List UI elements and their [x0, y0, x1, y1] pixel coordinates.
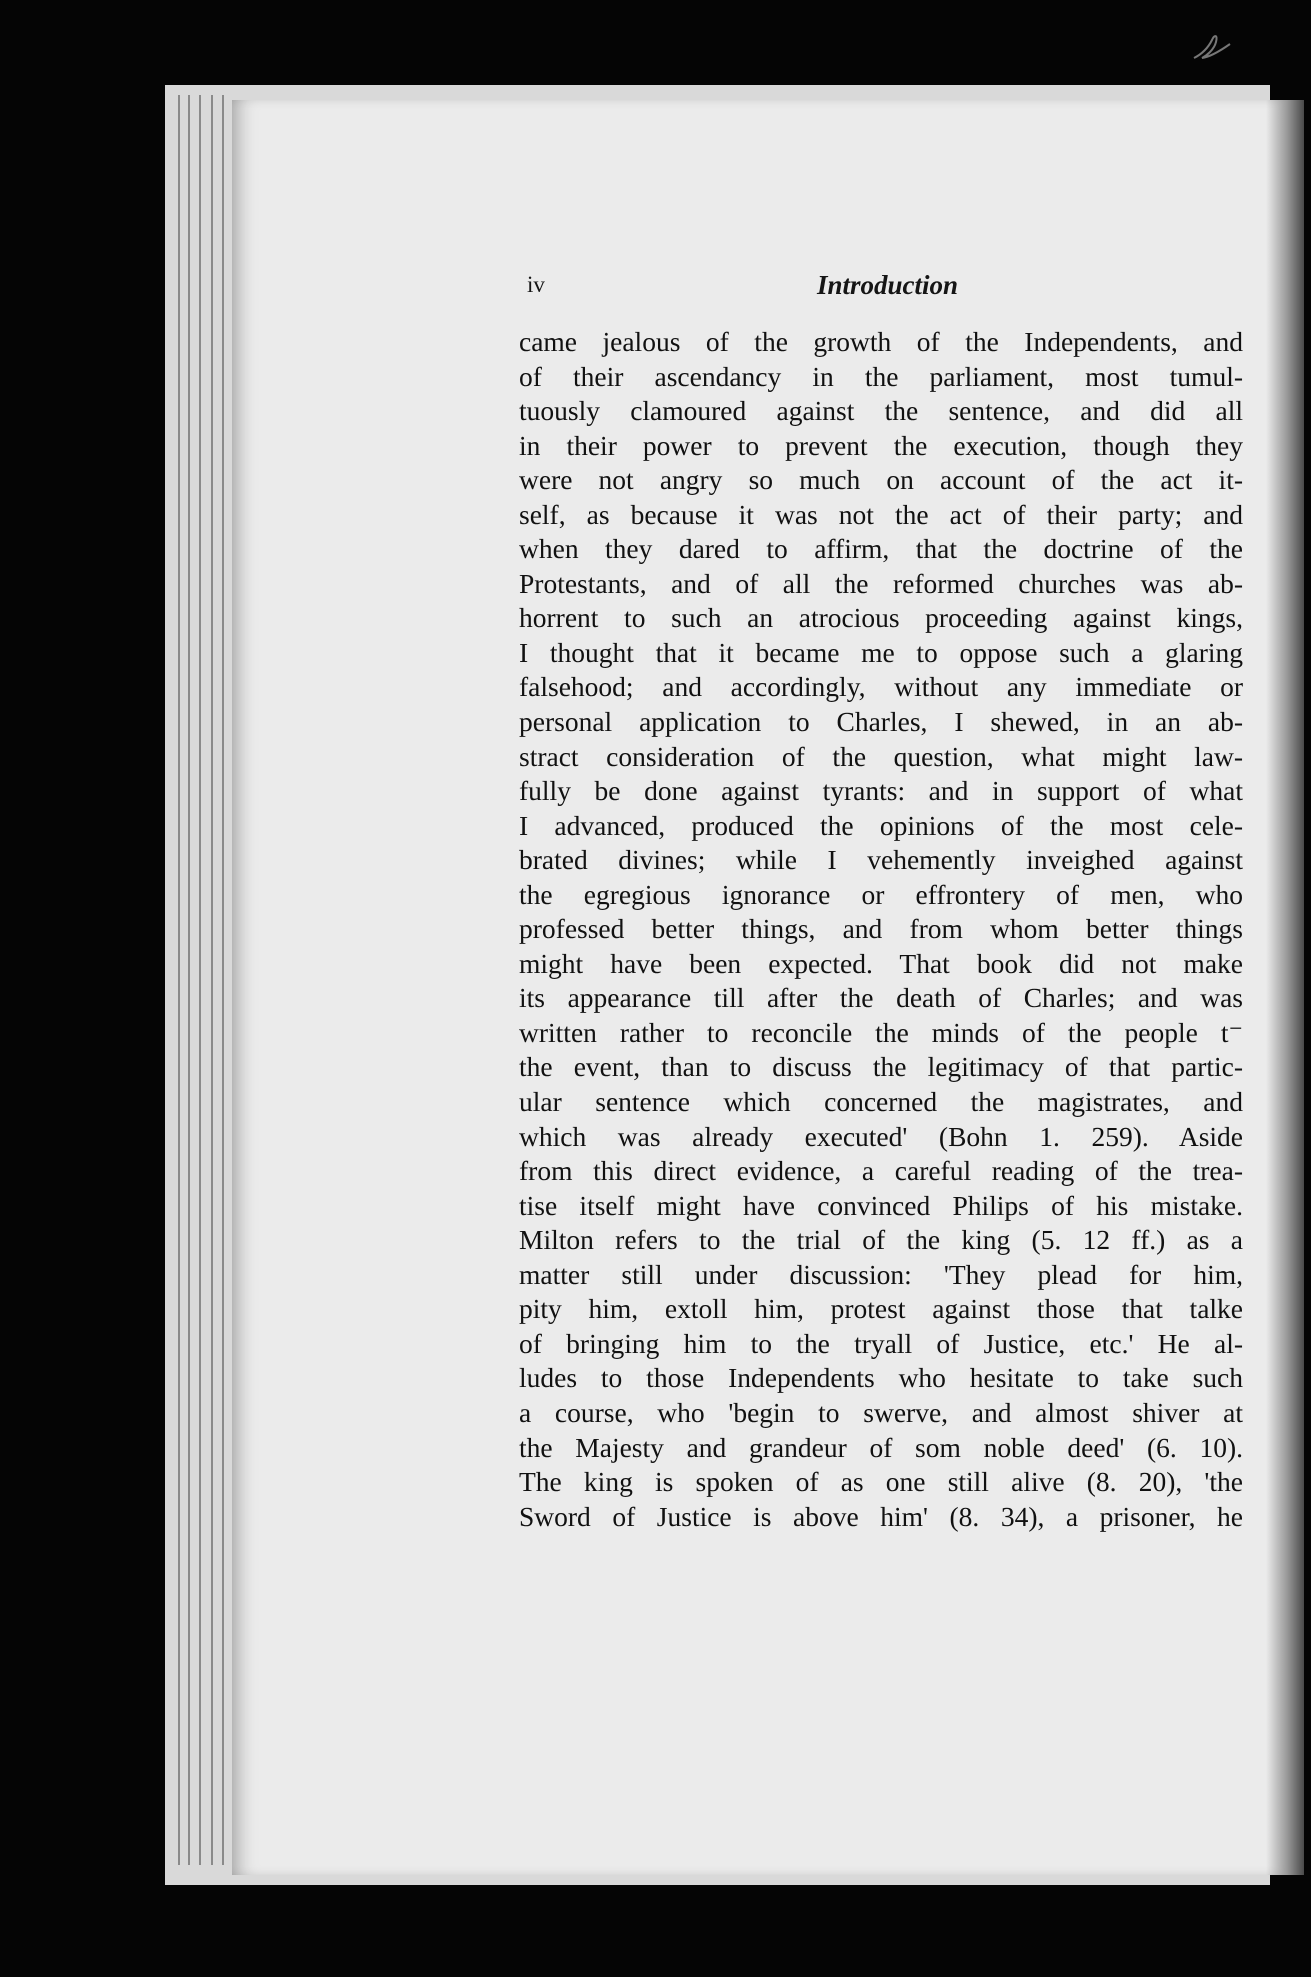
page-edge-line: [178, 95, 180, 1865]
page-edge-line: [211, 95, 213, 1865]
page-edge-line: [188, 95, 190, 1865]
text-line: brated divines; while I vehemently inveighed against: [519, 844, 1243, 876]
text-line: pity him, extoll him, protest against those that talke: [519, 1293, 1243, 1325]
text-line: Protestants, and of all the reformed churches was ab-: [519, 567, 1243, 599]
text-line: written rather to reconcile the minds of the people t⁻: [519, 1016, 1243, 1048]
text-line: of bringing him to the tryall of Justice, etc.' He al-: [519, 1327, 1243, 1359]
page-edge-line: [199, 95, 201, 1865]
text-line: tuously clamoured against the sentence, and did all: [519, 395, 1243, 427]
text-line: might have been expected. That book did not make: [519, 947, 1243, 979]
text-line: The king is spoken of as one still alive (8. 20), 'the: [519, 1466, 1243, 1498]
text-line: Milton refers to the trial of the king (5. 12 ff.) as a: [519, 1224, 1243, 1256]
text-line: came jealous of the growth of the Independents, and: [519, 326, 1243, 357]
text-line: a course, who 'begin to swerve, and almost shiver at: [519, 1396, 1243, 1428]
text-line: self, as because it was not the act of their party; and: [519, 498, 1243, 530]
text-line: professed better things, and from whom better things: [519, 913, 1243, 945]
text-line: which was already executed' (Bohn 1. 259). Aside: [519, 1120, 1243, 1152]
text-line: tise itself might have convinced Philips of his mistake.: [519, 1189, 1243, 1221]
text-line: stract consideration of the question, what might law-: [519, 740, 1243, 772]
text-line: falsehood; and accordingly, without any immediate or: [519, 671, 1243, 703]
text-line: from this direct evidence, a careful reading of the trea-: [519, 1155, 1243, 1187]
text-line: ular sentence which concerned the magistrates, and: [519, 1086, 1243, 1118]
page-number: iv: [527, 272, 545, 297]
text-line: I thought that it became me to oppose such a glaring: [519, 636, 1243, 668]
body-text: [519, 325, 1243, 1534]
text-line: when they dared to affirm, that the doctrine of the: [519, 533, 1243, 565]
text-line: of their ascendancy in the parliament, most tumul-: [519, 360, 1243, 392]
text-line: its appearance till after the death of Charles; and was: [519, 982, 1243, 1014]
text-line: the egregious ignorance or effrontery of men, who: [519, 878, 1243, 910]
running-head-title: Introduction: [817, 270, 959, 300]
running-head: [527, 270, 1237, 310]
text-line: the event, than to discuss the legitimacy of that partic-: [519, 1051, 1243, 1083]
text-line: I advanced, produced the opinions of the most cele-: [519, 809, 1243, 841]
text-line: Sword of Justice is above him' (8. 34), a prisoner, he: [519, 1500, 1243, 1532]
text-line: the Majesty and grandeur of som noble deed' (6. 10).: [519, 1431, 1243, 1463]
pencil-mark-icon: [1190, 30, 1234, 64]
page-edge-line: [222, 95, 224, 1865]
spine-shadow: [1266, 100, 1304, 1875]
text-line: were not angry so much on account of the act it-: [519, 464, 1243, 496]
text-line: fully be done against tyrants: and in support of what: [519, 775, 1243, 807]
text-line: horrent to such an atrocious proceeding against kings,: [519, 602, 1243, 634]
text-line: in their power to prevent the execution, though they: [519, 429, 1243, 461]
text-line: matter still under discussion: 'They plead for him,: [519, 1258, 1243, 1290]
text-line: personal application to Charles, I shewed, in an ab-: [519, 706, 1243, 738]
text-line: ludes to those Independents who hesitate to take such: [519, 1362, 1243, 1394]
